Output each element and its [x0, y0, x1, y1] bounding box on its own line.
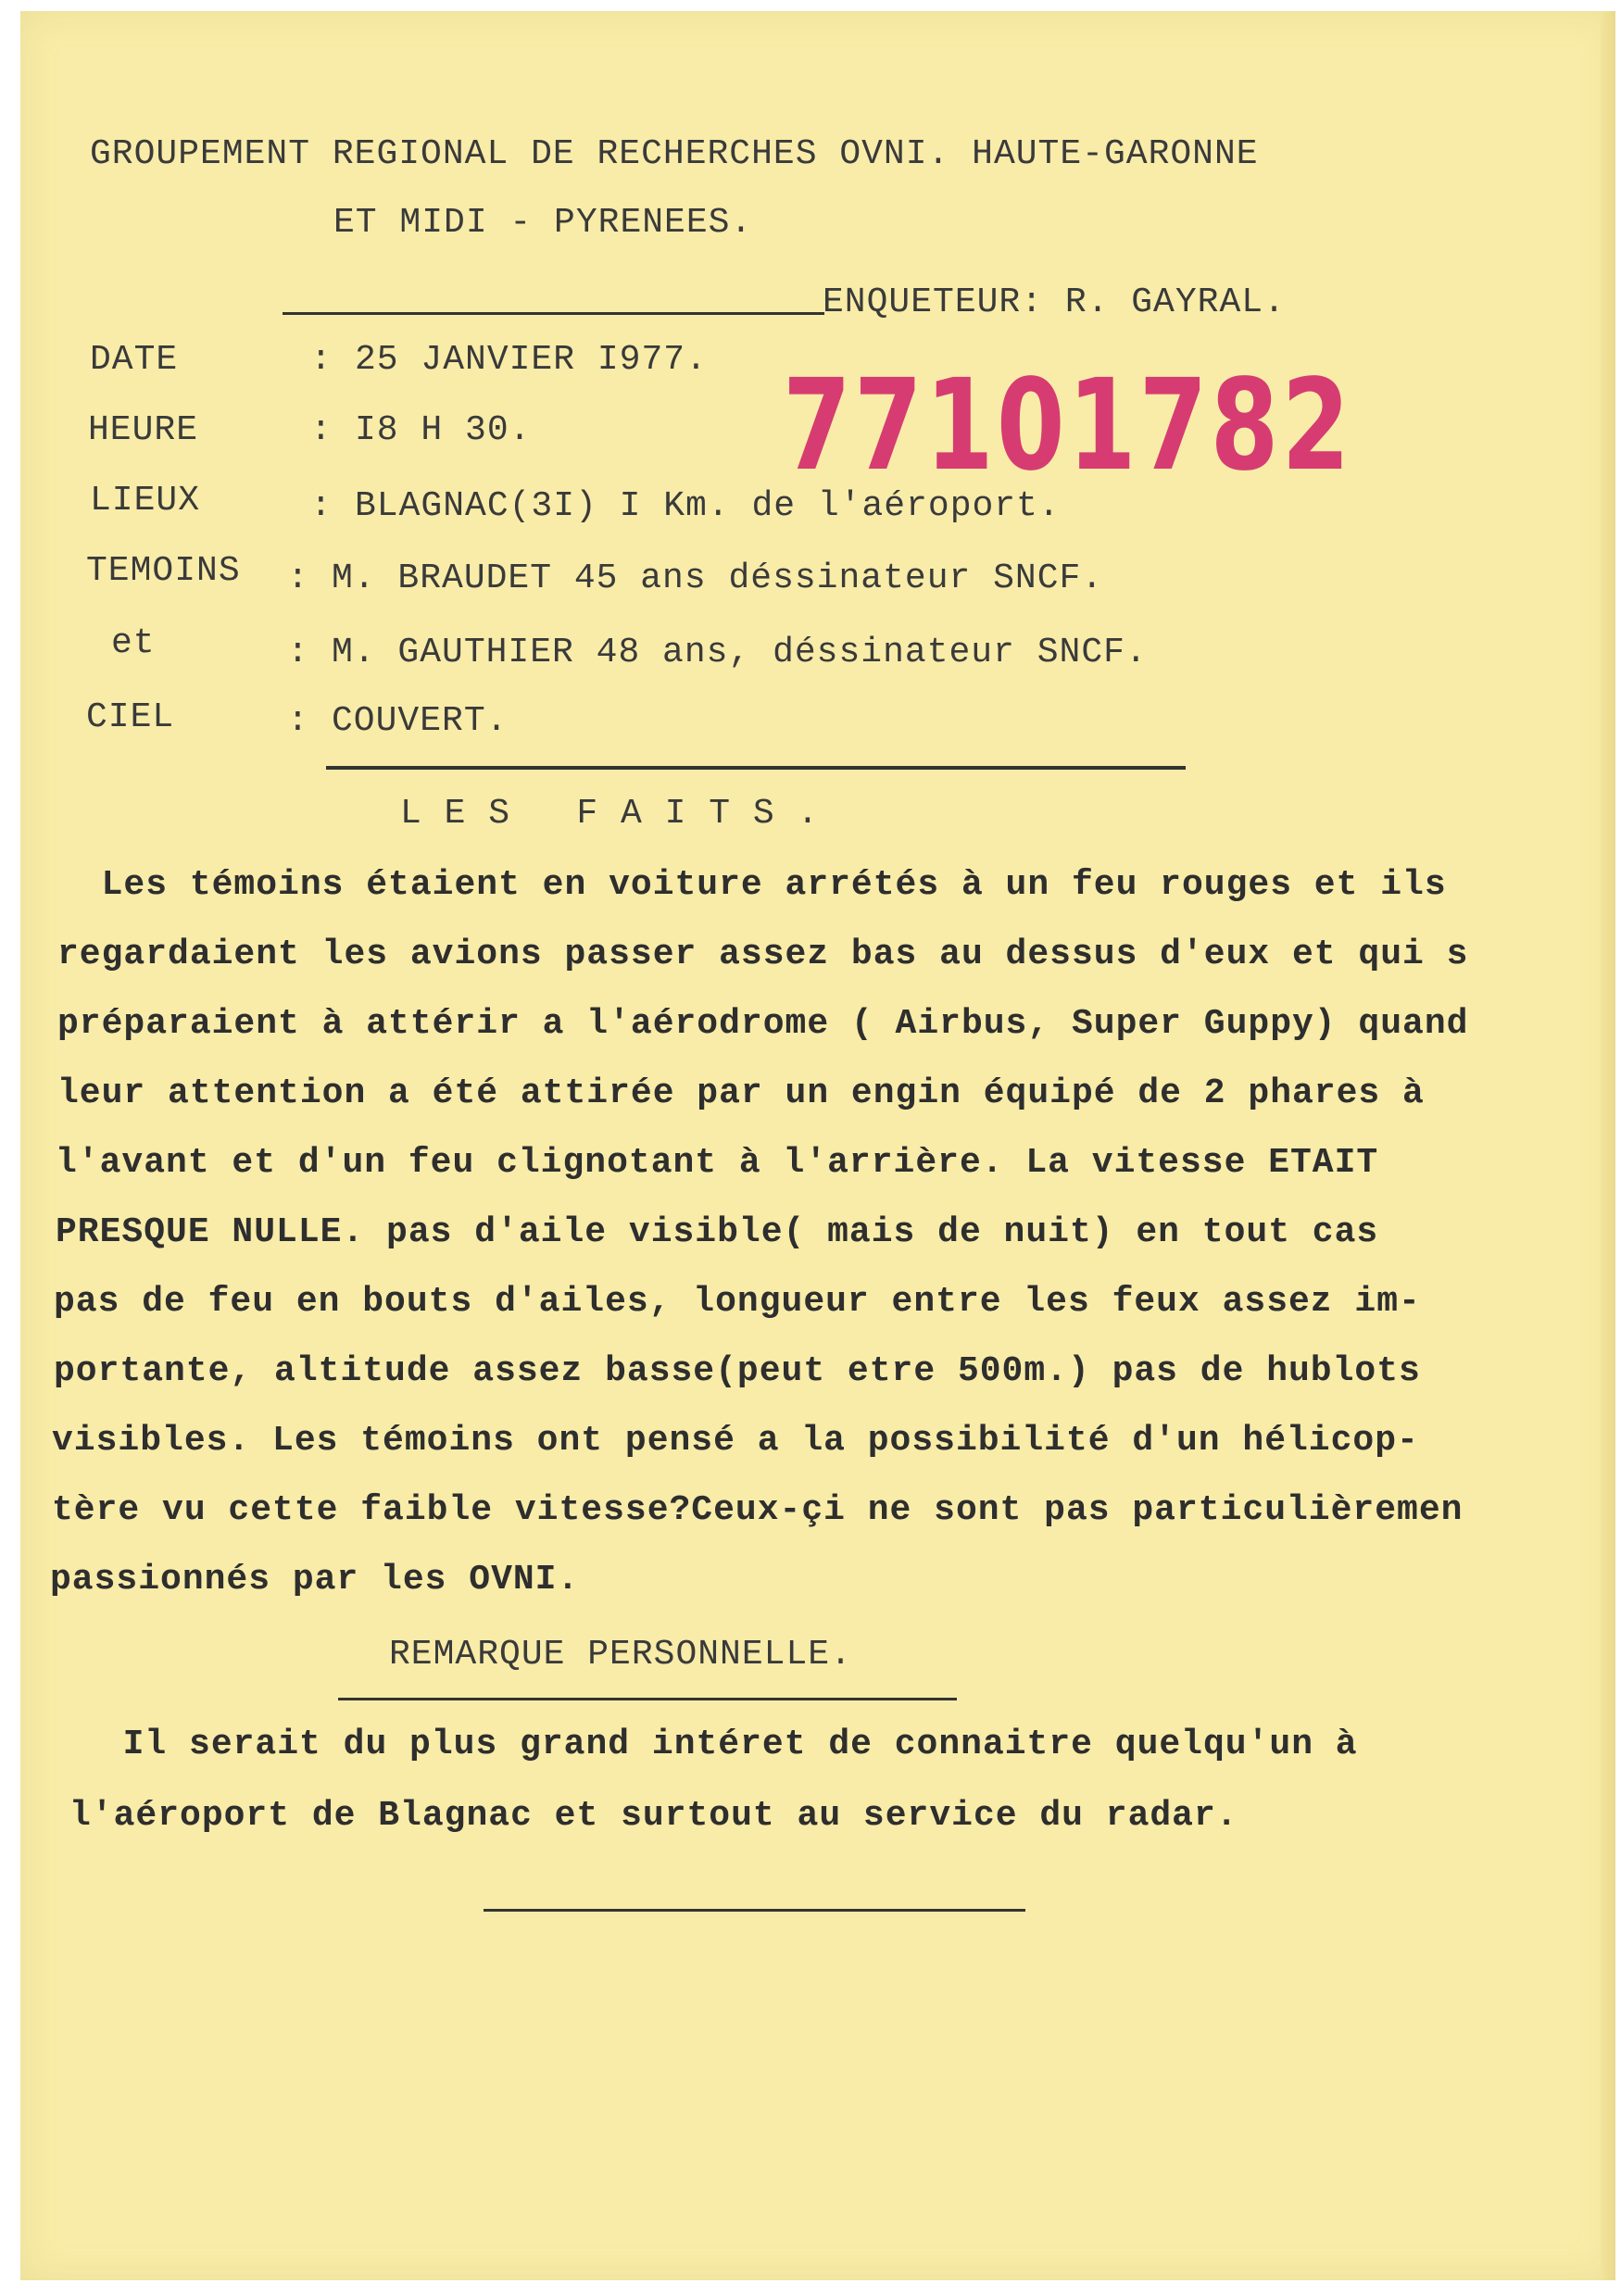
field-sep-lieux: : [310, 486, 333, 526]
field-label-date: DATE [90, 340, 179, 380]
field-value-ciel: COUVERT. [332, 701, 509, 741]
field-value-date: 25 JANVIER I977. [355, 340, 708, 380]
facts-heading: L E S F A I T S . [400, 794, 820, 834]
field-label-heure: HEURE [88, 410, 199, 450]
closing-rule [484, 1909, 1025, 1912]
facts-line: tère vu cette faible vitesse?Ceux-çi ne sont pas particulièremen [52, 1490, 1464, 1530]
facts-line: l'avant et d'un feu clignotant à l'arrière. La vitesse ETAIT [56, 1143, 1379, 1183]
field-sep-date: : [310, 340, 333, 380]
header-rule [283, 312, 824, 315]
fields-rule [326, 766, 1186, 770]
field-value-lieux: BLAGNAC(3I) I Km. de l'aéroport. [355, 486, 1061, 526]
facts-line: leur attention a été attirée par un engin équipé de 2 phares à [57, 1073, 1425, 1113]
facts-line: portante, altitude assez basse(peut etre 500m.) pas de hublots [54, 1351, 1421, 1391]
facts-line: visibles. Les témoins ont pensé a la possibilité d'un hélicop- [52, 1421, 1419, 1461]
field-label-temoins: TEMOINS [86, 551, 241, 591]
facts-line: passionnés par les OVNI. [50, 1560, 580, 1600]
facts-line: regardaient les avions passer assez bas au dessus d'eux et qui s [57, 935, 1469, 974]
field-label-et: et [111, 623, 156, 663]
facts-line: pas de feu en bouts d'ailes, longueur entre les feux assez im- [54, 1282, 1421, 1322]
field-sep-heure: : [310, 410, 333, 450]
field-sep-temoins: : [287, 558, 309, 598]
field-label-lieux: LIEUX [90, 481, 201, 521]
field-label-ciel: CIEL [86, 697, 175, 737]
facts-line: préparaient à attérir a l'aérodrome ( Airbus, Super Guppy) quand [57, 1004, 1469, 1044]
field-value-heure: I8 H 30. [355, 410, 532, 450]
field-value-temoins: M. BRAUDET 45 ans déssinateur SNCF. [332, 558, 1104, 598]
remark-heading: REMARQUE PERSONNELLE. [389, 1635, 852, 1675]
field-sep-ciel: : [287, 701, 309, 741]
remark-rule [338, 1698, 957, 1700]
investigator: ENQUETEUR: R. GAYRAL. [823, 282, 1286, 322]
remark-line: Il serait du plus grand intéret de connaitre quelqu'un à [79, 1725, 1358, 1764]
remark-line: l'aéroport de Blagnac et surtout au service du radar. [69, 1796, 1238, 1836]
facts-line: PRESQUE NULLE. pas d'aile visible( mais de nuit) en tout cas [56, 1212, 1379, 1252]
facts-line: Les témoins étaient en voiture arrétés à un feu rouges et ils [57, 865, 1447, 905]
registration-stamp: 77101782 [783, 353, 1353, 499]
header-organization-line: GROUPEMENT REGIONAL DE RECHERCHES OVNI. HAUTE-GARONNE [90, 134, 1259, 174]
field-sep-et: : [287, 633, 309, 672]
field-value-et: M. GAUTHIER 48 ans, déssinateur SNCF. [332, 633, 1148, 672]
header-region-line: ET MIDI - PYRENEES. [333, 203, 753, 243]
